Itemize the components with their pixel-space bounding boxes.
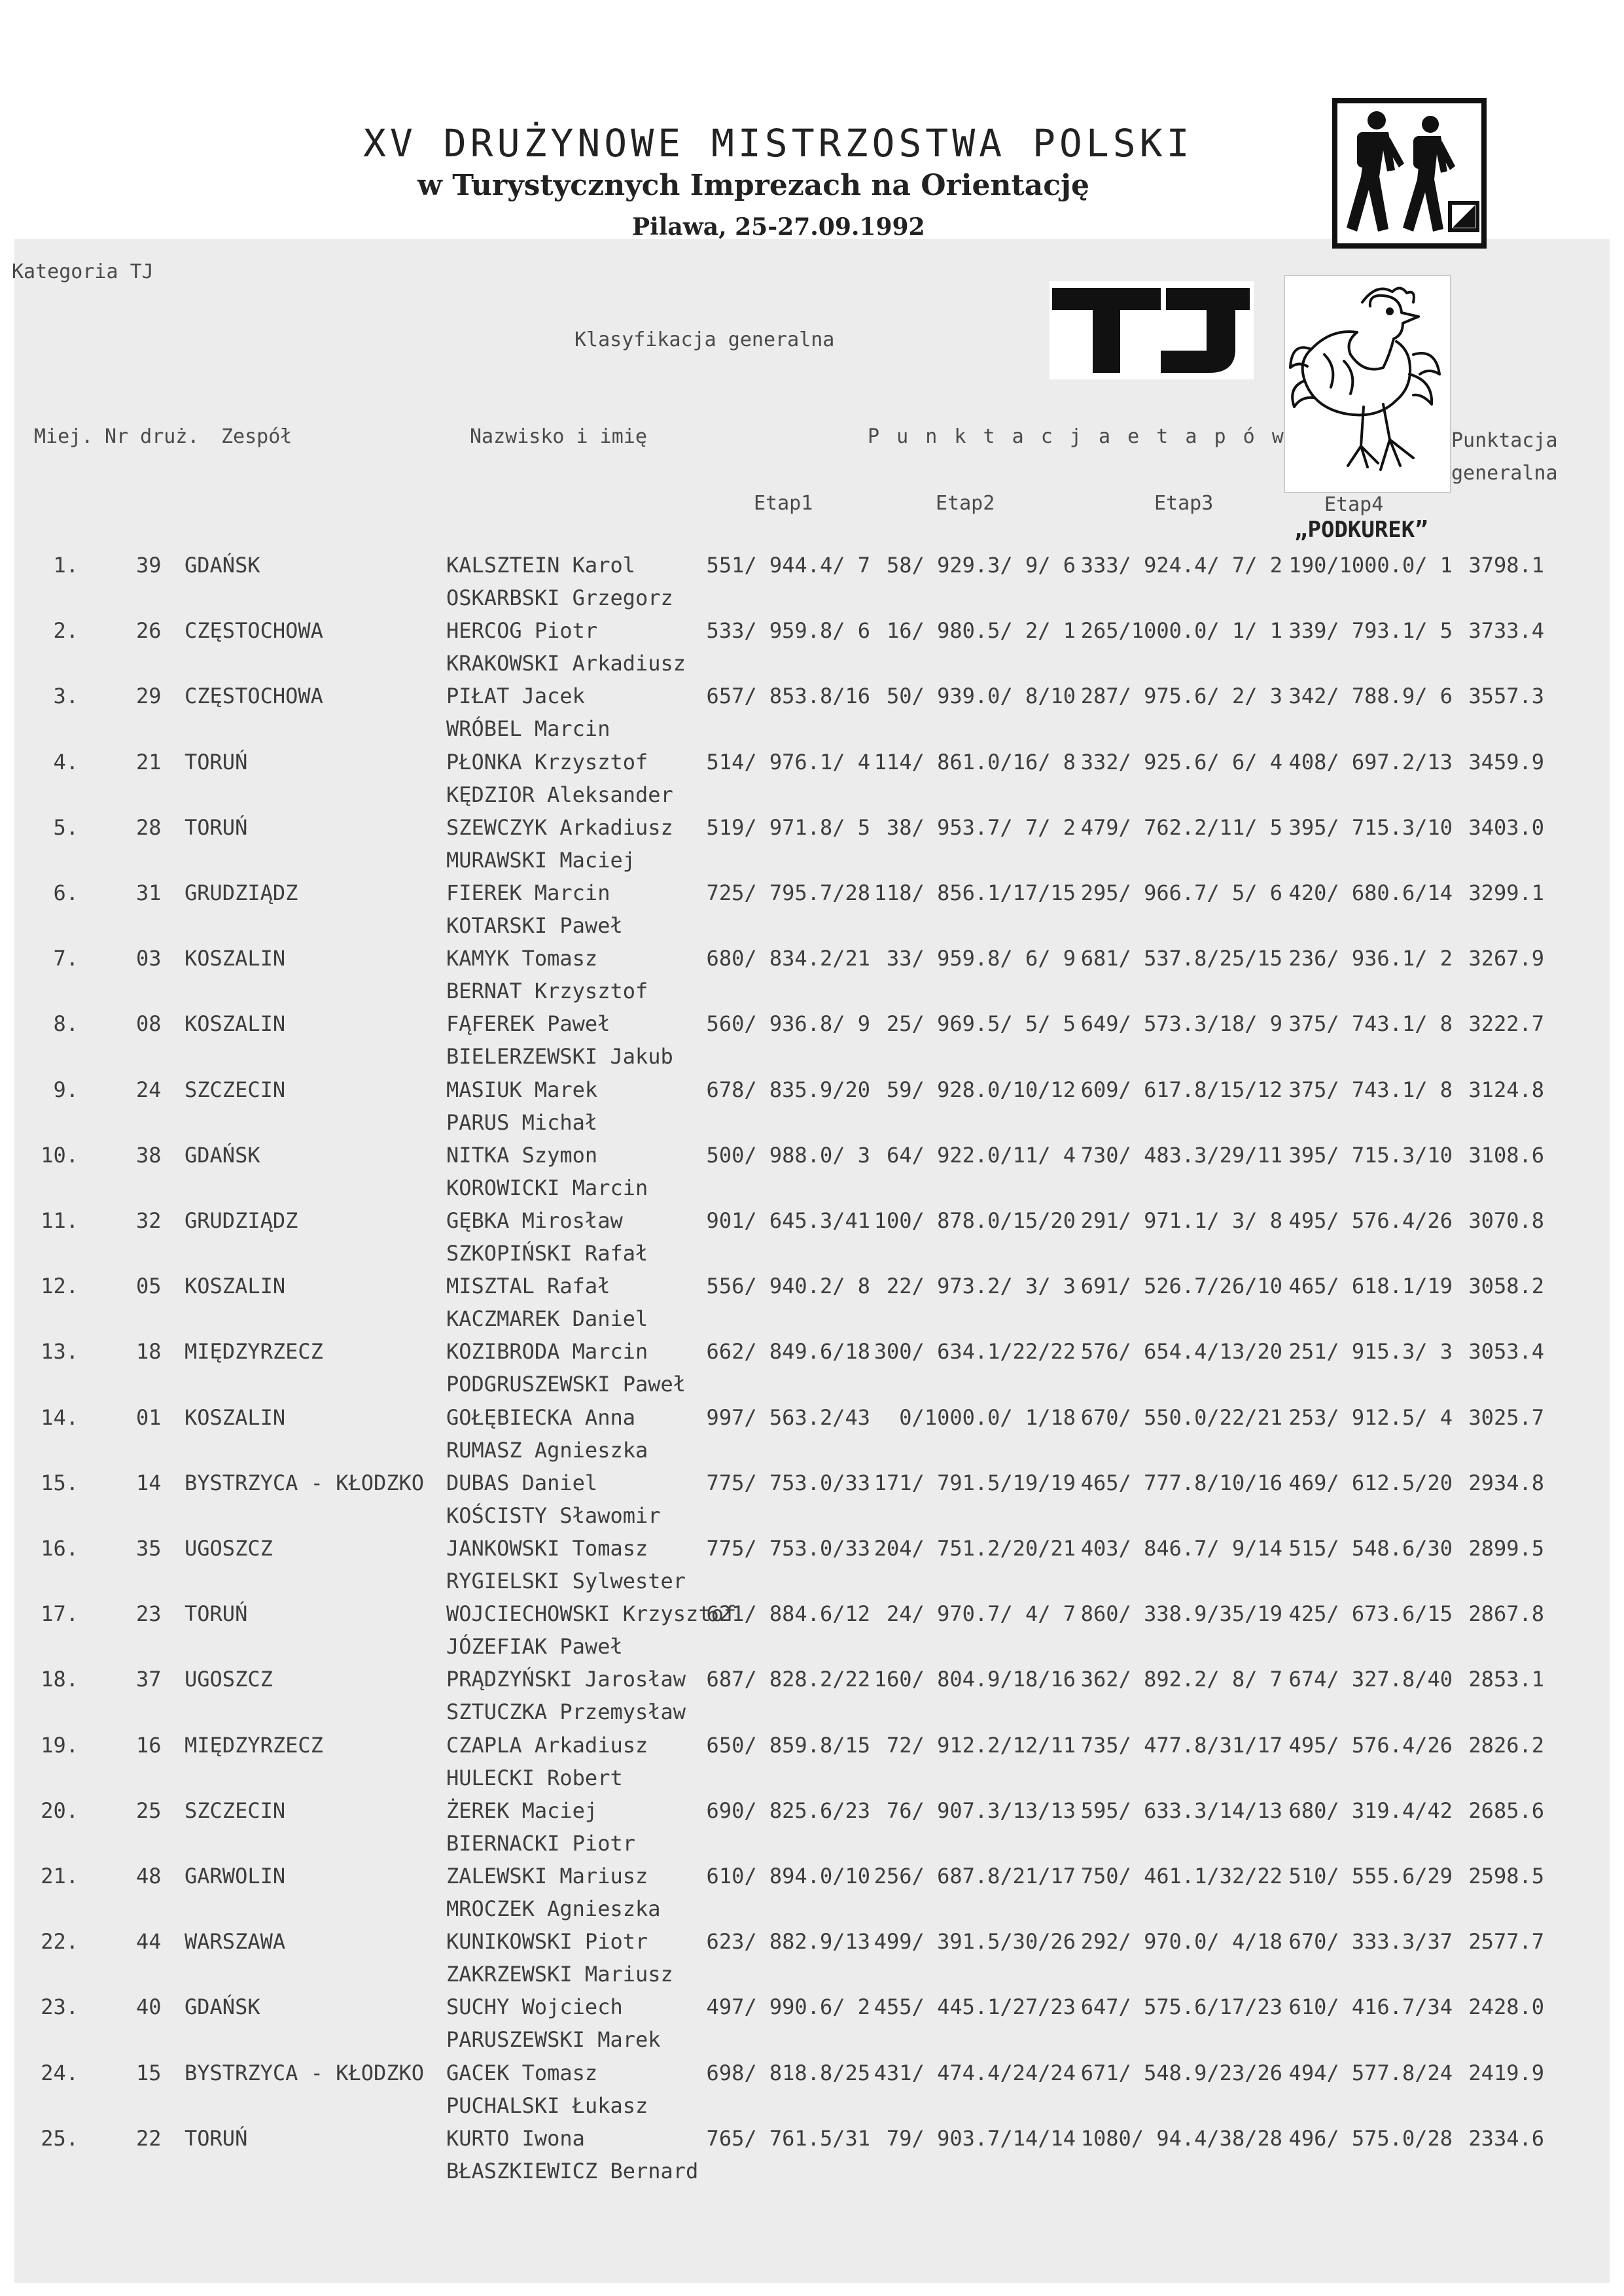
table-row: [0, 2061, 1624, 2126]
cell-stage4: 375/ 743.1/ 8: [1288, 1011, 1453, 1037]
col-names: Nazwisko i imię: [470, 425, 647, 448]
cell-stage2: 50/ 939.0/ 8/10: [887, 684, 1076, 709]
cell-stage4: 610/ 416.7/34: [1288, 1994, 1453, 2020]
table-row: [0, 1208, 1624, 1274]
cell-stage1: 687/ 828.2/22: [706, 1667, 870, 1692]
cell-team: TORUŃ: [185, 2125, 248, 2151]
cell-stage2: 300/ 634.1/22/22: [874, 1339, 1076, 1365]
cell-total: 3124.8: [1468, 1077, 1544, 1102]
cell-name-2: OSKARBSKI Grzegorz: [446, 585, 673, 610]
cell-name-2: SZTUCZKA Przemysław: [446, 1699, 686, 1725]
cell-name-1: KAMYK Tomasz: [446, 946, 598, 971]
cell-team-no: 22: [136, 2125, 162, 2151]
cell-total: 2598.5: [1468, 1864, 1544, 1888]
cell-stage1: 623/ 882.9/13: [706, 1929, 870, 1955]
table-row: [0, 1733, 1624, 1798]
cell-stage4: 494/ 577.8/24: [1288, 2060, 1453, 2085]
cell-stage1: 621/ 884.6/12: [706, 1601, 870, 1627]
cell-stage3: 295/ 966.7/ 5/ 6: [1080, 880, 1282, 905]
table-row: [0, 1864, 1624, 1929]
cell-stage1: 500/ 988.0/ 3: [706, 1142, 870, 1168]
cell-stage1: 997/ 563.2/43: [706, 1404, 870, 1430]
cell-place: 20.: [41, 1798, 79, 1823]
cell-team-no: 40: [136, 1994, 162, 2020]
cell-team-no: 25: [136, 1798, 162, 1823]
cell-name-2: KOROWICKI Marcin: [446, 1175, 648, 1200]
cell-name-2: MROCZEK Agnieszka: [446, 1896, 661, 1921]
cell-total: 3733.4: [1468, 618, 1544, 644]
cell-team-no: 44: [136, 1929, 162, 1955]
cell-total: 3299.1: [1468, 880, 1544, 905]
cell-team-no: 24: [136, 1077, 162, 1102]
cell-stage1: 775/ 753.0/33: [706, 1536, 870, 1561]
col-team-no: Nr druż.: [105, 425, 200, 448]
cell-team-no: 23: [136, 1601, 162, 1627]
table-row: [0, 880, 1624, 946]
cell-team: SZCZECIN: [185, 1798, 286, 1823]
cell-stage4: 469/ 612.5/20: [1288, 1470, 1453, 1495]
cell-place: 6.: [53, 880, 79, 905]
cell-stage3: 681/ 537.8/25/15: [1080, 946, 1282, 971]
col-stage-points: P u n k t a c j a e t a p ó w: [868, 425, 1286, 448]
cell-stage2: 256/ 687.8/21/17: [874, 1864, 1076, 1888]
cell-place: 2.: [53, 618, 79, 644]
cell-stage2: 76/ 907.3/13/13: [887, 1798, 1076, 1823]
cell-team: CZĘSTOCHOWA: [185, 684, 323, 709]
cell-stage2: 72/ 912.2/12/11: [887, 1732, 1076, 1758]
cell-total: 2899.5: [1468, 1536, 1544, 1561]
cell-stage1: 690/ 825.6/23: [706, 1798, 870, 1823]
cell-stage4: 515/ 548.6/30: [1288, 1536, 1453, 1561]
cell-team-no: 29: [136, 684, 162, 709]
cell-name-1: CZAPLA Arkadiusz: [446, 1732, 648, 1758]
cell-stage4: 190/1000.0/ 1: [1288, 553, 1453, 578]
cell-total: 2853.1: [1468, 1667, 1544, 1692]
cell-team-no: 03: [136, 946, 162, 971]
cell-place: 12.: [41, 1274, 79, 1299]
cell-team-no: 01: [136, 1404, 162, 1430]
cell-stage4: 236/ 936.1/ 2: [1288, 946, 1453, 971]
cell-place: 14.: [41, 1404, 79, 1430]
cell-team: KOSZALIN: [185, 1011, 286, 1037]
cell-stage3: 647/ 575.6/17/23: [1080, 1994, 1282, 2020]
cell-stage1: 610/ 894.0/10: [706, 1864, 870, 1888]
cell-name-1: HERCOG Piotr: [446, 618, 598, 644]
cell-stage3: 292/ 970.0/ 4/18: [1080, 1929, 1282, 1955]
cell-name-1: PŁONKA Krzysztof: [446, 749, 648, 774]
cell-stage4: 425/ 673.6/15: [1288, 1601, 1453, 1627]
cell-name-1: SZEWCZYK Arkadiusz: [446, 814, 673, 840]
cell-team-no: 14: [136, 1470, 162, 1495]
cell-name-1: PRĄDZYŃSKI Jarosław: [446, 1667, 686, 1692]
cell-team-no: 32: [136, 1208, 162, 1233]
cell-total: 3267.9: [1468, 946, 1544, 971]
cell-name-1: MISZTAL Rafał: [446, 1274, 610, 1299]
cell-stage1: 514/ 976.1/ 4: [706, 749, 870, 774]
cell-stage3: 333/ 924.4/ 7/ 2: [1080, 553, 1282, 578]
cell-stage3: 671/ 548.9/23/26: [1080, 2060, 1282, 2085]
place-date: Pilawa, 25-27.09.1992: [632, 213, 925, 241]
cell-name-1: MASIUK Marek: [446, 1077, 598, 1102]
cell-name-2: KĘDZIOR Aleksander: [446, 782, 673, 807]
cell-stage2: 24/ 970.7/ 4/ 7: [887, 1601, 1076, 1627]
cell-stage3: 750/ 461.1/32/22: [1080, 1864, 1282, 1888]
document-title: XV DRUŻYNOWE MISTRZOSTWA POLSKI: [363, 121, 1193, 165]
cell-place: 5.: [53, 814, 79, 840]
col-stage2: Etap2: [936, 492, 995, 515]
cell-total: 2334.6: [1468, 2125, 1544, 2151]
cell-name-2: PARUS Michał: [446, 1109, 598, 1135]
cell-place: 13.: [41, 1339, 79, 1365]
cell-stage2: 118/ 856.1/17/15: [874, 880, 1076, 905]
cell-name-1: KOZIBRODA Marcin: [446, 1339, 648, 1365]
cell-name-1: SUCHY Wojciech: [446, 1994, 623, 2020]
cell-stage3: 730/ 483.3/29/11: [1080, 1142, 1282, 1168]
cell-name-2: BIELERZEWSKI Jakub: [446, 1044, 673, 1070]
cell-stage3: 479/ 762.2/11/ 5: [1080, 814, 1282, 840]
cell-name-1: ZALEWSKI Mariusz: [446, 1864, 648, 1888]
cell-team: BYSTRZYCA - KŁODZKO: [185, 1470, 425, 1495]
cell-name-1: FIEREK Marcin: [446, 880, 610, 905]
cell-total: 3798.1: [1468, 553, 1544, 578]
cell-stage1: 497/ 990.6/ 2: [706, 1994, 870, 2020]
cell-name-2: KRAKOWSKI Arkadiusz: [446, 651, 686, 676]
cell-stage2: 58/ 929.3/ 9/ 6: [887, 553, 1076, 578]
cell-place: 4.: [53, 749, 79, 774]
cell-team: KOSZALIN: [185, 1274, 286, 1299]
cell-total: 2428.0: [1468, 1994, 1544, 2020]
cell-stage1: 560/ 936.8/ 9: [706, 1011, 870, 1037]
cell-stage1: 556/ 940.2/ 8: [706, 1274, 870, 1299]
cell-stage2: 25/ 969.5/ 5/ 5: [887, 1011, 1076, 1037]
cell-name-2: ZAKRZEWSKI Mariusz: [446, 1962, 673, 1987]
cell-name-2: BIERNACKI Piotr: [446, 1830, 635, 1856]
cell-team: GRUDZIĄDZ: [185, 880, 298, 905]
cell-stage2: 114/ 861.0/16/ 8: [874, 749, 1076, 774]
col-general-2: generalna: [1451, 462, 1558, 485]
cell-place: 21.: [41, 1864, 79, 1888]
cell-team: GDAŃSK: [185, 553, 260, 578]
cell-name-2: PODGRUSZEWSKI Paweł: [446, 1372, 686, 1397]
cell-team: GDAŃSK: [185, 1142, 260, 1168]
cell-team-no: 31: [136, 880, 162, 905]
cell-stage1: 775/ 753.0/33: [706, 1470, 870, 1495]
table-row: [0, 1339, 1624, 1404]
cell-team-no: 18: [136, 1339, 162, 1365]
cell-team: MIĘDZYRZECZ: [185, 1732, 323, 1758]
table-row: [0, 1929, 1624, 1994]
cell-team-no: 38: [136, 1142, 162, 1168]
cell-stage2: 160/ 804.9/18/16: [874, 1667, 1076, 1692]
cell-stage1: 519/ 971.8/ 5: [706, 814, 870, 840]
cell-total: 3025.7: [1468, 1404, 1544, 1430]
cell-place: 9.: [53, 1077, 79, 1102]
cell-name-2: WRÓBEL Marcin: [446, 716, 610, 742]
table-row: [0, 946, 1624, 1011]
cell-total: 3222.7: [1468, 1011, 1544, 1037]
tj-logo: [1050, 281, 1254, 379]
table-row: [0, 1274, 1624, 1339]
cell-stage4: 670/ 333.3/37: [1288, 1929, 1453, 1955]
cell-team: UGOSZCZ: [185, 1667, 273, 1692]
cell-place: 8.: [53, 1011, 79, 1037]
cell-stage3: 595/ 633.3/14/13: [1080, 1798, 1282, 1823]
cell-total: 2577.7: [1468, 1929, 1544, 1955]
cell-stage3: 670/ 550.0/22/21: [1080, 1404, 1282, 1430]
cell-stage3: 649/ 573.3/18/ 9: [1080, 1011, 1282, 1037]
cell-stage2: 431/ 474.4/24/24: [874, 2060, 1076, 2085]
cell-stage3: 1080/ 94.4/38/28: [1080, 2125, 1282, 2151]
cell-team-no: 26: [136, 618, 162, 644]
cell-stage4: 465/ 618.1/19: [1288, 1274, 1453, 1299]
cell-name-1: GĘBKA Mirosław: [446, 1208, 623, 1233]
cell-stage4: 496/ 575.0/28: [1288, 2125, 1453, 2151]
document-subtitle: w Turystycznych Imprezach na Orientację: [417, 169, 1089, 202]
cell-stage4: 680/ 319.4/42: [1288, 1798, 1453, 1823]
cell-stage1: 662/ 849.6/18: [706, 1339, 870, 1365]
cell-name-2: PUCHALSKI Łukasz: [446, 2093, 648, 2118]
cell-place: 18.: [41, 1667, 79, 1692]
cell-stage3: 403/ 846.7/ 9/14: [1080, 1536, 1282, 1561]
cell-stage4: 375/ 743.1/ 8: [1288, 1077, 1453, 1102]
cell-stage3: 265/1000.0/ 1/ 1: [1080, 618, 1282, 644]
cell-stage3: 609/ 617.8/15/12: [1080, 1077, 1282, 1102]
category-label: Kategoria TJ: [12, 260, 154, 283]
cell-name-1: WOJCIECHOWSKI Krzysztof: [446, 1601, 737, 1627]
cell-name-1: NITKA Szymon: [446, 1142, 598, 1168]
cell-team: CZĘSTOCHOWA: [185, 618, 323, 644]
cell-stage2: 79/ 903.7/14/14: [887, 2125, 1076, 2151]
cell-name-1: KUNIKOWSKI Piotr: [446, 1929, 648, 1955]
cell-name-1: DUBAS Daniel: [446, 1470, 598, 1495]
cell-stage1: 901/ 645.3/41: [706, 1208, 870, 1233]
col-team: Zespół: [221, 425, 292, 448]
cell-stage4: 495/ 576.4/26: [1288, 1732, 1453, 1758]
cell-name-2: HULECKI Robert: [446, 1765, 623, 1790]
col-general: Punktacja: [1451, 429, 1558, 452]
tj-logo-graphic: [1050, 281, 1254, 379]
cell-team: TORUŃ: [185, 749, 248, 774]
cell-place: 15.: [41, 1470, 79, 1495]
table-row: [0, 750, 1624, 815]
cell-name-2: MURAWSKI Maciej: [446, 847, 635, 873]
cell-stage1: 680/ 834.2/21: [706, 946, 870, 971]
cell-stage3: 465/ 777.8/10/16: [1080, 1470, 1282, 1495]
cell-stage2: 204/ 751.2/20/21: [874, 1536, 1076, 1561]
cell-total: 2826.2: [1468, 1732, 1544, 1758]
table-row: [0, 1601, 1624, 1667]
cell-stage1: 650/ 859.8/15: [706, 1732, 870, 1758]
podkurek-label: „PODKUREK”: [1294, 517, 1428, 543]
cell-stage3: 576/ 654.4/13/20: [1080, 1339, 1282, 1365]
cell-team: TORUŃ: [185, 814, 248, 840]
cell-total: 3403.0: [1468, 814, 1544, 840]
cell-team-no: 48: [136, 1864, 162, 1888]
cell-place: 1.: [53, 553, 79, 578]
table-row: [0, 618, 1624, 684]
cell-stage4: 674/ 327.8/40: [1288, 1667, 1453, 1692]
cell-name-2: PARUSZEWSKI Marek: [446, 2027, 661, 2053]
cell-name-2: RUMASZ Agnieszka: [446, 1437, 648, 1463]
cell-team-no: 15: [136, 2060, 162, 2085]
cell-stage4: 395/ 715.3/10: [1288, 1142, 1453, 1168]
cell-team: WARSZAWA: [185, 1929, 286, 1955]
cell-team: GRUDZIĄDZ: [185, 1208, 298, 1233]
col-stage4: Etap4: [1324, 493, 1384, 516]
cell-place: 24.: [41, 2060, 79, 2085]
table-row: [0, 684, 1624, 749]
table-row: [0, 1798, 1624, 1864]
cell-place: 16.: [41, 1536, 79, 1561]
cell-total: 3053.4: [1468, 1339, 1544, 1365]
cell-team: TORUŃ: [185, 1601, 248, 1627]
col-stage3: Etap3: [1154, 492, 1214, 515]
table-row: [0, 1143, 1624, 1208]
cell-stage4: 253/ 912.5/ 4: [1288, 1404, 1453, 1430]
cell-name-2: BERNAT Krzysztof: [446, 979, 648, 1004]
cell-place: 19.: [41, 1732, 79, 1758]
cell-place: 22.: [41, 1929, 79, 1955]
cell-name-1: FĄFEREK Paweł: [446, 1011, 610, 1037]
cell-name-2: KOŚCISTY Sławomir: [446, 1503, 661, 1528]
cell-team: KOSZALIN: [185, 1404, 286, 1430]
cell-name-1: JANKOWSKI Tomasz: [446, 1536, 648, 1561]
cell-stage1: 678/ 835.9/20: [706, 1077, 870, 1102]
cell-team-no: 37: [136, 1667, 162, 1692]
table-row: [0, 1077, 1624, 1143]
cell-stage1: 725/ 795.7/28: [706, 880, 870, 905]
cell-stage3: 362/ 892.2/ 8/ 7: [1080, 1667, 1282, 1692]
cell-stage2: 100/ 878.0/15/20: [874, 1208, 1076, 1233]
cell-stage2: 499/ 391.5/30/26: [874, 1929, 1076, 1955]
cell-stage4: 395/ 715.3/10: [1288, 814, 1453, 840]
cell-name-2: KACZMAREK Daniel: [446, 1306, 648, 1332]
cell-team: UGOSZCZ: [185, 1536, 273, 1561]
cell-team-no: 39: [136, 553, 162, 578]
table-row: [0, 1536, 1624, 1601]
col-stage1: Etap1: [754, 492, 813, 515]
cell-stage2: 33/ 959.8/ 6/ 9: [887, 946, 1076, 971]
cell-stage4: 495/ 576.4/26: [1288, 1208, 1453, 1233]
cell-place: 25.: [41, 2125, 79, 2151]
cell-team-no: 35: [136, 1536, 162, 1561]
cell-total: 2685.6: [1468, 1798, 1544, 1823]
rooster-graphic: [1285, 276, 1450, 492]
cell-stage4: 510/ 555.6/29: [1288, 1864, 1453, 1888]
rooster-drawing: [1284, 275, 1451, 493]
cell-stage3: 332/ 925.6/ 6/ 4: [1080, 749, 1282, 774]
cell-stage3: 735/ 477.8/31/17: [1080, 1732, 1282, 1758]
cell-team: KOSZALIN: [185, 946, 286, 971]
classification-title: Klasyfikacja generalna: [574, 328, 835, 351]
cell-team-no: 28: [136, 814, 162, 840]
cell-stage3: 860/ 338.9/35/19: [1080, 1601, 1282, 1627]
cell-team-no: 05: [136, 1274, 162, 1299]
cell-total: 3557.3: [1468, 684, 1544, 709]
cell-place: 11.: [41, 1208, 79, 1233]
cell-team-no: 08: [136, 1011, 162, 1037]
cell-stage4: 251/ 915.3/ 3: [1288, 1339, 1453, 1365]
cell-stage4: 339/ 793.1/ 5: [1288, 618, 1453, 644]
hikers-icon: [1332, 98, 1487, 249]
cell-name-1: KALSZTEIN Karol: [446, 553, 635, 578]
cell-stage2: 38/ 953.7/ 7/ 2: [887, 814, 1076, 840]
cell-place: 3.: [53, 684, 79, 709]
cell-stage2: 22/ 973.2/ 3/ 3: [887, 1274, 1076, 1299]
cell-stage2: 64/ 922.0/11/ 4: [887, 1142, 1076, 1168]
cell-stage4: 408/ 697.2/13: [1288, 749, 1453, 774]
table-row: [0, 1994, 1624, 2060]
cell-name-1: PIŁAT Jacek: [446, 684, 585, 709]
cell-stage3: 691/ 526.7/26/10: [1080, 1274, 1282, 1299]
cell-total: 3459.9: [1468, 749, 1544, 774]
table-row: [0, 1667, 1624, 1732]
cell-team-no: 16: [136, 1732, 162, 1758]
cell-name-2: KOTARSKI Paweł: [446, 913, 623, 938]
cell-stage4: 420/ 680.6/14: [1288, 880, 1453, 905]
cell-stage3: 291/ 971.1/ 3/ 8: [1080, 1208, 1282, 1233]
table-row: [0, 2126, 1624, 2191]
cell-name-1: KURTO Iwona: [446, 2125, 585, 2151]
cell-name-1: GACEK Tomasz: [446, 2060, 598, 2085]
cell-team: BYSTRZYCA - KŁODZKO: [185, 2060, 425, 2085]
cell-team: SZCZECIN: [185, 1077, 286, 1102]
cell-name-2: BŁASZKIEWICZ Bernard: [446, 2158, 699, 2183]
col-place: Miej.: [34, 425, 94, 448]
cell-team: GARWOLIN: [185, 1864, 286, 1888]
cell-stage2: 0/1000.0/ 1/18: [899, 1404, 1076, 1430]
cell-total: 2419.9: [1468, 2060, 1544, 2085]
cell-stage2: 16/ 980.5/ 2/ 1: [887, 618, 1076, 644]
cell-total: 2934.8: [1468, 1470, 1544, 1495]
cell-team: MIĘDZYRZECZ: [185, 1339, 323, 1365]
cell-name-1: ŻEREK Maciej: [446, 1798, 598, 1823]
cell-place: 7.: [53, 946, 79, 971]
cell-stage1: 765/ 761.5/31: [706, 2125, 870, 2151]
cell-stage1: 657/ 853.8/16: [706, 684, 870, 709]
cell-name-2: JÓZEFIAK Paweł: [446, 1634, 623, 1660]
cell-total: 3058.2: [1468, 1274, 1544, 1299]
cell-name-2: RYGIELSKI Sylwester: [446, 1569, 686, 1593]
cell-total: 2867.8: [1468, 1601, 1544, 1627]
cell-stage1: 551/ 944.4/ 7: [706, 553, 870, 578]
table-row: [0, 1405, 1624, 1470]
table-row: [0, 815, 1624, 880]
cell-place: 10.: [41, 1142, 79, 1168]
cell-stage2: 455/ 445.1/27/23: [874, 1994, 1076, 2020]
table-row: [0, 1470, 1624, 1536]
cell-name-1: GOŁĘBIECKA Anna: [446, 1404, 635, 1430]
table-row: [0, 553, 1624, 618]
cell-total: 3108.6: [1468, 1142, 1544, 1168]
cell-stage2: 59/ 928.0/10/12: [887, 1077, 1076, 1102]
cell-stage4: 342/ 788.9/ 6: [1288, 684, 1453, 709]
cell-name-2: SZKOPIŃSKI Rafał: [446, 1241, 648, 1266]
cell-team: GDAŃSK: [185, 1994, 260, 2020]
cell-stage1: 698/ 818.8/25: [706, 2060, 870, 2085]
cell-place: 17.: [41, 1601, 79, 1627]
cell-team-no: 21: [136, 749, 162, 774]
table-row: [0, 1011, 1624, 1077]
cell-stage2: 171/ 791.5/19/19: [874, 1470, 1076, 1495]
cell-stage3: 287/ 975.6/ 2/ 3: [1080, 684, 1282, 709]
cell-stage1: 533/ 959.8/ 6: [706, 618, 870, 644]
cell-place: 23.: [41, 1994, 79, 2020]
cell-total: 3070.8: [1468, 1208, 1544, 1233]
